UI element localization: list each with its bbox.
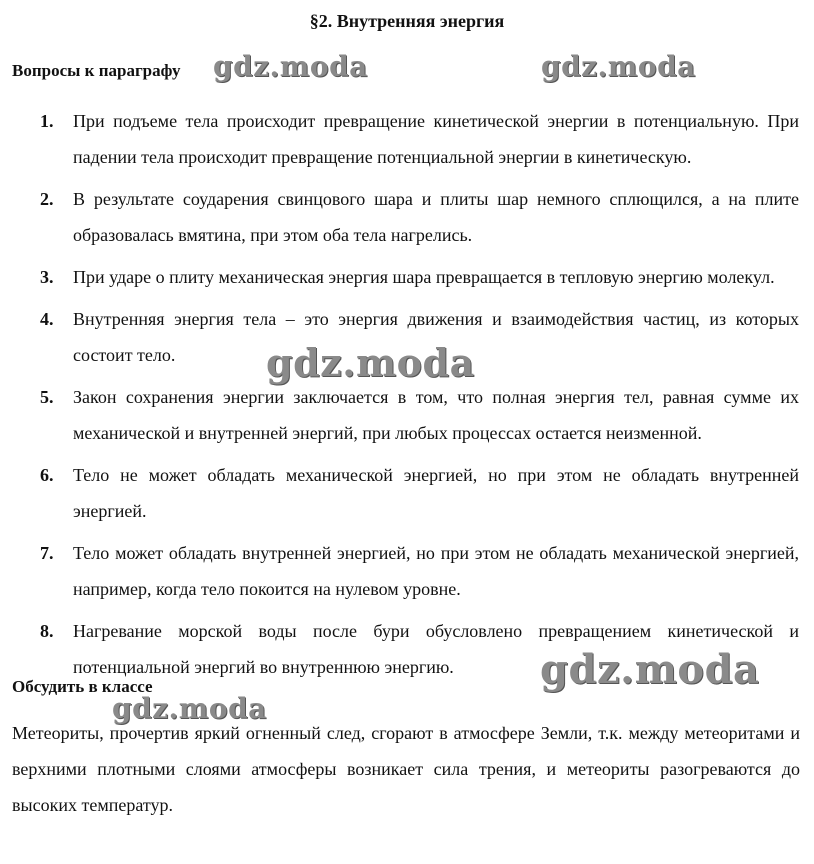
- answer-text: Нагревание морской воды после бури обусловлено превращением кинетической и потенциальной энергий во внутреннюю энергию.: [73, 621, 799, 677]
- answers-list: [0, 103, 814, 691]
- watermark: gdz.moda: [112, 692, 267, 725]
- answer-number: 8.: [40, 621, 54, 641]
- page-title: §2. Внутренняя энергия: [309, 11, 505, 31]
- watermark: gdz.moda: [266, 340, 475, 385]
- answer-item: [0, 379, 814, 451]
- answer-number: 1.: [40, 111, 54, 131]
- answer-number: 6.: [40, 465, 54, 485]
- answer-number: 5.: [40, 387, 54, 407]
- answer-item: [0, 535, 814, 607]
- answer-text: Тело может обладать внутренней энергией, но при этом не обладать механической энергией, например, когда тело покоится на нулевом уровне.: [73, 543, 799, 599]
- answer-text: При ударе о плиту механическая энергия шара превращается в тепловую энергию молекул.: [73, 267, 775, 287]
- discuss-heading: Обсудить в классе: [12, 677, 153, 696]
- answer-item: [0, 457, 814, 529]
- answer-item: [0, 259, 814, 295]
- watermark: gdz.moda: [541, 50, 696, 83]
- answer-text: Внутренняя энергия тела – это энергия движения и взаимодействия частиц, из которых состоит тело.: [73, 309, 799, 365]
- answer-number: 2.: [40, 189, 54, 209]
- watermark: gdz.moda: [540, 646, 760, 693]
- answer-text: При подъеме тела происходит превращение кинетической энергии в потенциальную. При падении тела происходит превращение потенциальной энергии в кинетическую.: [73, 111, 799, 167]
- answer-item: [0, 181, 814, 253]
- answer-number: 4.: [40, 309, 54, 329]
- answer-number: 7.: [40, 543, 54, 563]
- discuss-text: Метеориты, прочертив яркий огненный след, сгорают в атмосфере Земли, т.к. между метеоритами и верхними плотными слоями атмосферы возникает сила трения, и метеориты разогреваются до высоких температур.: [12, 723, 800, 815]
- answer-number: 3.: [40, 267, 54, 287]
- answer-text: В результате соударения свинцового шара и плиты шар немного сплющился, а на плите образовалась вмятина, при этом оба тела нагрелись.: [73, 189, 799, 245]
- answer-text: Закон сохранения энергии заключается в том, что полная энергия тел, равная сумме их механической и внутренней энергий, при любых процессах остается неизменной.: [73, 387, 799, 443]
- answer-item: [0, 103, 814, 175]
- answer-text: Тело не может обладать механической энергией, но при этом не обладать внутренней энергией.: [73, 465, 799, 521]
- questions-heading: Вопросы к параграфу: [12, 61, 181, 80]
- watermark: gdz.moda: [213, 50, 368, 83]
